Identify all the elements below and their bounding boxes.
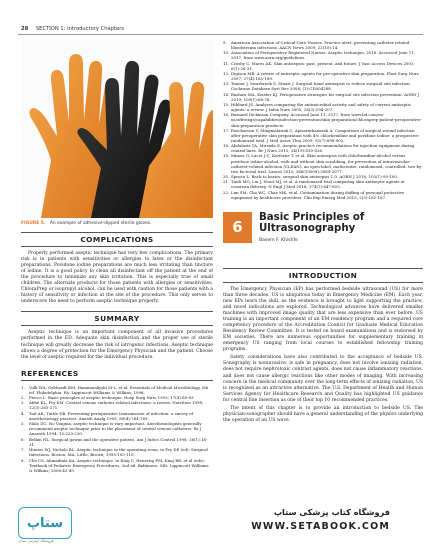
reference-item: 3. Abbé KL, Fry KM. Central venous catheter related infections: a review. Nutrition 1998; 12(3):265-271. [21, 400, 204, 411]
figure-label: FIGURE 5. [21, 221, 46, 226]
right-column [223, 40, 423, 426]
chapter-title-line-1: Basic Principles of [259, 211, 365, 223]
reference-item: 15. Hibbard JS. Analyses comparing the antimicrobial activity and safety of current antiseptic agents: a review. J Infus Nurs 2005; 28(3):194-207. [223, 101, 412, 113]
reference-item: 1. Volk WA, Gebhardt BM, Hammarskjold M-L, et al. Essentials of Medical Microbiology, 5th ed. Philadelphia, PA: Lippincott Williams & Wilkins; 1996. [21, 384, 209, 395]
chapter-number: 6 [223, 212, 252, 243]
left-column [21, 40, 213, 473]
reference-item: 6. Belkin NL. Surgical gowns and the operative patient. Am J Infect Control 1998; 26(1):16-31. [21, 436, 208, 447]
introduction-paragraph-2: Safety considerations have also contributed to the acceptance of bedside US. Sonography is noninvasive, is safe in pregnancy, does not involve ionizing radiation, does not require nephrotoxic contrast agents, does not cause inflammatory reactions, and does not cause allergic reactions like other modes of imaging. With increasing concern in the medical community over the long-term effects of ionizing radiation, US is recognized as an attractive alternative. The U.S. Department of Health and Human Services Agency for Healthcare Research and Quality has highlighted US guidance for central line insertion as one of their top 10 recommended practices. [223, 355, 423, 403]
introduction-heading: INTRODUCTION [223, 268, 423, 283]
reference-item: 16. Burnard Dickinson Company. Accessed June 11, 2017, from www.bd.com/en-us/offerings/capabilities/infection-prevention/skin-preparation/chloraprep-patient-preoperative-skin-preparation-products. [223, 112, 422, 128]
figure-caption [21, 221, 213, 226]
reference-item: 18. Abdulaziz TA, Mirsada E. Aseptic practice recommendations for injection equipment during central lines. Br J Nurs 2015; 24(19):S30-S36. [223, 143, 415, 154]
figure-caption-text: An example of adhesive-dipped sterile gloves. [49, 221, 152, 226]
introduction-paragraph-3: The intent of this chapter is to provide an introduction to bedside US. The physician-sonographer should have a general understanding of the physics underlying the operation of an US wave. [223, 405, 423, 423]
running-header [21, 26, 124, 32]
reference-item: 12. Digison MB. A review of antiseptic agents for pre-operative skin preparation. Plast Surg Nurs 2007; 27(4):185-189. [223, 70, 419, 82]
complications-text: Properly performed aseptic technique has very few complications. The primary risk is in patients with sensitivities or allergies to latex or the disinfectant preparations. Povidone iodine preparations are much less irritating than tincture of iodine. It is a good policy to clean all disinfectant off the patient at the end of the procedure to minimize any skin irritation. This is especially true of small children. The alternate products for those patients with allergies or sensitivities, ChloraPrep or isopropyl alcohol, can be used with caution for those patients with a history of sensitivity or infection at the site of the procedure. This only serves to underscore the need to perform aseptic technique properly. [21, 251, 213, 305]
reference-item: 13. Tanner J, Swarbrook S, Stuart J. Surgical hand antisepsis to reduce surgical site infection. Cochrane Database Syst Rev 2008; (1):CD004288. [223, 81, 411, 92]
reference-item: 9. American Association of Critical-Care Nurses. Practice alert: preventing catheter-related bloodstream infections. AACN News 2009; 22(10):14. [223, 40, 410, 51]
running-title: SECTION 1: Introductory Chapters [35, 26, 125, 32]
summary-text: Aseptic technique is an important component of all invasive procedures performed in the ED. Adequate skin disinfection and the proper use of sterile technique will greatly decrease the risk of iatrogenic infections. Aseptic technique allows a degree of protection for the Emergency Physician and the patient. Choose the level of aseptic required for the individual procedure. [21, 330, 213, 360]
references-list-left [21, 385, 213, 473]
gloves-illustration [21, 40, 213, 218]
references-heading: REFERENCES [21, 367, 213, 381]
reference-item: 11. Crosby C, Mares AK. Skin antisepsis: past, present, and future. J Vasc Access Devices 2001; 6(1):26-31. [223, 60, 415, 71]
gloves-figure [21, 40, 213, 218]
reference-item: 20. Spruce L. Back to basics: surgical skin antisepsis 1.0. AORN J 2016; 103(1):95-100. [223, 174, 399, 180]
introduction-paragraph-1: The Emergency Physician (EP) has performed bedside ultrasound (US) for more than three decades. US is ubiquitous today in Emergency Medicine (EM). Each year, new EPs learn the skill, as the evidence is brought to light supporting the practice, and novel indications are explored. Technological advances have delivered smaller machines with improved image quality that are less expensive than ever before. US training is an important component of an EM residency program and a required core competency procedure of the Accreditation Council for Graduate Medical Education Residency Review Committee. It is tested on board examinations and is endorsed by EM societies. There are numerous opportunities for supplementary training in emergency US ranging from local courses to established fellowship training programs. [223, 286, 423, 353]
reference-item: 10. Association of Perioperative Registered Nurses. Aseptic technique, 2016. Accessed June 11, 2017, from www.aorn.org/guidelines. [223, 50, 416, 61]
references-list-right [223, 40, 423, 200]
setabook-logo-subtitle: فروشگاه اینترنتی ستاپ [18, 539, 54, 543]
setabook-logo: ستاپ [18, 507, 72, 539]
chapter-title [259, 212, 364, 235]
chapter-opener [223, 206, 423, 262]
header-rule [18, 34, 423, 35]
chapter-author: Basem F. Khishfe [259, 237, 298, 243]
setabook-store-name: فروشگاه کتاب پزشکی ستاپ [273, 507, 390, 517]
chapter-title-line-2: Ultrasonography [259, 223, 356, 235]
publisher-watermark [18, 505, 430, 541]
reference-item: 17. Paocharoen V, Mingmalairak C, Apisarnthanarak A. Comparison of surgical wound infection after preoperative skin preparation with 4% chlorhexidine and povidone iodine: a prospective randomized trial. J Med Assoc Thai 2009; 92(7):898-902. [223, 127, 419, 143]
reference-item: 22. Lim SM, Cho WC, Chae MK, et al. Contamination during doffing of personal protective equipment by healthcare providers. Clin Exp Emerg Med 2015; 2(3):162-167. [223, 189, 405, 200]
page-number: 28 [21, 26, 29, 32]
reference-item: 4. Tait AR, Tuttle DB. Preventing perioperative transmission of infection: a survey of anesthesiology practice. Anesth Analg 1995; 80(4):764-769. [21, 410, 193, 421]
reference-item: 2. Pierce L. Basic principles of aseptic technique. Hosp Surg Nurs 1993; 17(4):80-83. [21, 395, 195, 401]
reference-item: 14. Bashaw MA, Keister KJ. Perioperative strategies for surgical site infection prevention. AORN J 2019; 109(1):68-78. [223, 91, 420, 102]
reference-item: 7. Hunter WJ, Nichols RL. Aseptic technique in the operating room, in Fry DE (ed): Surgical Infections. Boston, MA: Little, Brown; 1995:105-110. [21, 447, 208, 458]
reference-item: 21. Tuuli MG, Liu J, Stout MJ, et al. A randomized trial comparing skin antiseptic agents at cesarean delivery. N Engl J Med 2016; 374(7):647-655. [223, 179, 405, 190]
summary-heading: SUMMARY [21, 311, 213, 326]
reference-item: 5. Malo DC. No Viagnia, aseptic technique is vary important. Anesthesiologists generally recommend aseptic technique prior to the placement of central venous catheters. Br J Anaesth 1994; 15:223-230. [21, 421, 202, 437]
complications-heading: COMPLICATIONS [21, 232, 213, 247]
reference-item: 19. Mimoz O, Lucet J-C, Kerforne T, et al. Skin antisepsis with chlorhexidine-alcohol versus povidone iodine-alcohol, with and without skin scrubbing, for prevention of intravascular-catheter-related infection (CLEAN): an open-label, multicentre, randomised, controlled, two-by-two factorial trial. Lancet 2015; 386(10008):2069-2077. [223, 153, 423, 174]
reference-item: 8. Cho CS, Ahmadinia KA. Aseptic technique, in King C, Henretig FM, King BR, et al (eds): Textbook of Pediatric Emergency Procedures, 2nd ed. Baltimore, MD: Lippincott Williams & Wilkins; 2008:43-49. [21, 457, 209, 473]
setabook-url: WWW.SETABOOK.COM [251, 521, 390, 532]
